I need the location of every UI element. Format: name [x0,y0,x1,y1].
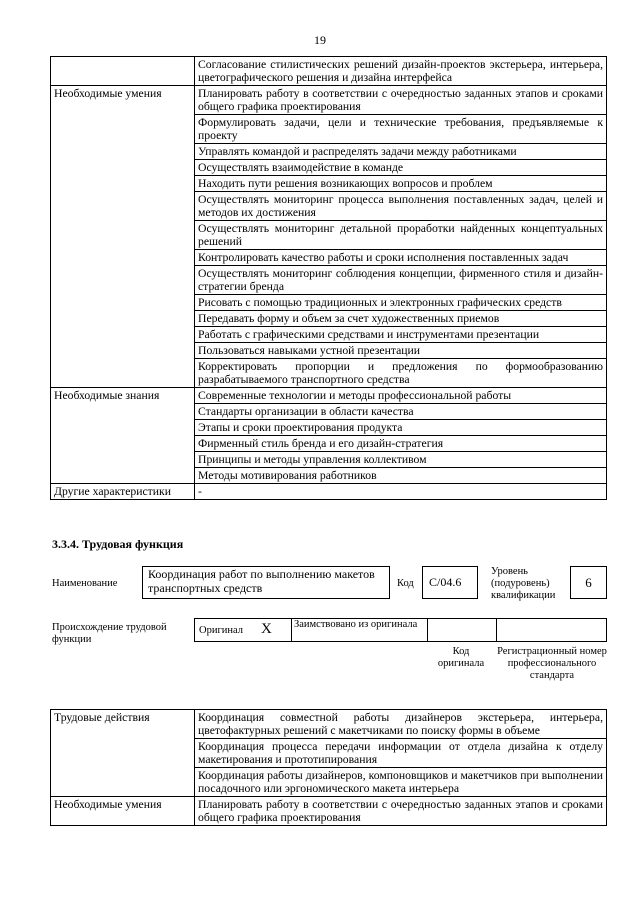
row-item: Современные технологии и методы профессиональной работы [195,388,607,404]
code-original-label: Код оригинала [437,646,485,669]
row-item: Координация работы дизайнеров, компоновщиков и макетчиков при выполнении посадочного или эргономического макета интерьера [195,768,607,797]
row-item: Координация совместной работы дизайнеров экстерьера, интерьера, цветофактурных решений с макетчиками по поиску формы в объеме [195,710,607,739]
row-item: Передавать форму и объем за счет художественных приемов [195,311,607,327]
row-item: Координация процесса передачи информации от отдела дизайна к отделу макетирования и прототипирования [195,739,607,768]
name-label: Наименование [52,578,118,589]
row-item: Осуществлять мониторинг соблюдения концепции, фирменного стиля и дизайн-стратегии бренда [195,266,607,295]
level-label: Уровень (подуровень) квалификации [491,566,556,601]
row-item: Находить пути решения возникающих вопросов и проблем [195,176,607,192]
row-item: Корректировать пропорции и предложения по формообразованию разрабатываемого транспортного средства [195,359,607,388]
row-category-label: Необходимые знания [51,388,195,484]
row-category-label [51,57,195,86]
row-category-label: Другие характеристики [51,484,195,500]
original-check-mark: X [261,621,272,637]
table-row [51,388,607,404]
table-row [51,710,607,739]
row-item: Формулировать задачи, цели и технические требования, предъявляемые к проекту [195,115,607,144]
row-item: Пользоваться навыками устной презентации [195,343,607,359]
name-field: Координация работ по выполнению макетов транспортных средств [142,566,390,599]
original-label: Оригинал [199,625,243,636]
row-item: Рисовать с помощью традиционных и электронных графических средств [195,295,607,311]
code-label: Код [397,578,414,589]
row-item: Осуществлять взаимодействие в команде [195,160,607,176]
row-item: Методы мотивирования работников [195,468,607,484]
origin-table [194,618,607,642]
row-item: Этапы и сроки проектирования продукта [195,420,607,436]
table-row [51,86,607,115]
row-category-label: Необходимые умения [51,86,195,388]
row-item: Согласование стилистических решений дизайн-проектов экстерьера, интерьера, цветографического решения и дизайна интерфейса [195,57,607,86]
row-category-label: Трудовые действия [51,710,195,797]
row-item: - [195,484,607,500]
row-item: Фирменный стиль бренда и его дизайн-стратегия [195,436,607,452]
table-row [51,797,607,826]
row-item: Планировать работу в соответствии с очередностью заданных этапов и сроками общего графика проектирования [195,797,607,826]
registration-number-label: Регистрационный номер профессионального стандарта [497,646,607,681]
row-item: Принципы и методы управления коллективом [195,452,607,468]
level-field: 6 [570,566,607,599]
labor-actions-table [50,709,607,826]
origin-label: Происхождение трудовой функции [52,622,167,645]
row-item: Планировать работу в соответствии с очередностью заданных этапов и сроками общего графика проектирования [195,86,607,115]
borrowed-label: Заимствовано из оригинала [294,619,418,630]
page-number: 19 [314,33,326,47]
row-item: Работать с графическими средствами и инструментами презентации [195,327,607,343]
row-category-label: Необходимые умения [51,797,195,826]
row-item: Осуществлять мониторинг детальной проработки найденных концептуальных решений [195,221,607,250]
skills-knowledge-table [50,56,607,500]
row-item: Контролировать качество работы и сроки исполнения поставленных задач [195,250,607,266]
code-field: C/04.6 [422,566,478,599]
row-item: Управлять командой и распределять задачи между работниками [195,144,607,160]
table-row [51,57,607,86]
section-title: 3.3.4. Трудовая функция [52,537,184,551]
row-item: Стандарты организации в области качества [195,404,607,420]
table-row [51,484,607,500]
row-item: Осуществлять мониторинг процесса выполнения поставленных задач, целей и методов их достижения [195,192,607,221]
